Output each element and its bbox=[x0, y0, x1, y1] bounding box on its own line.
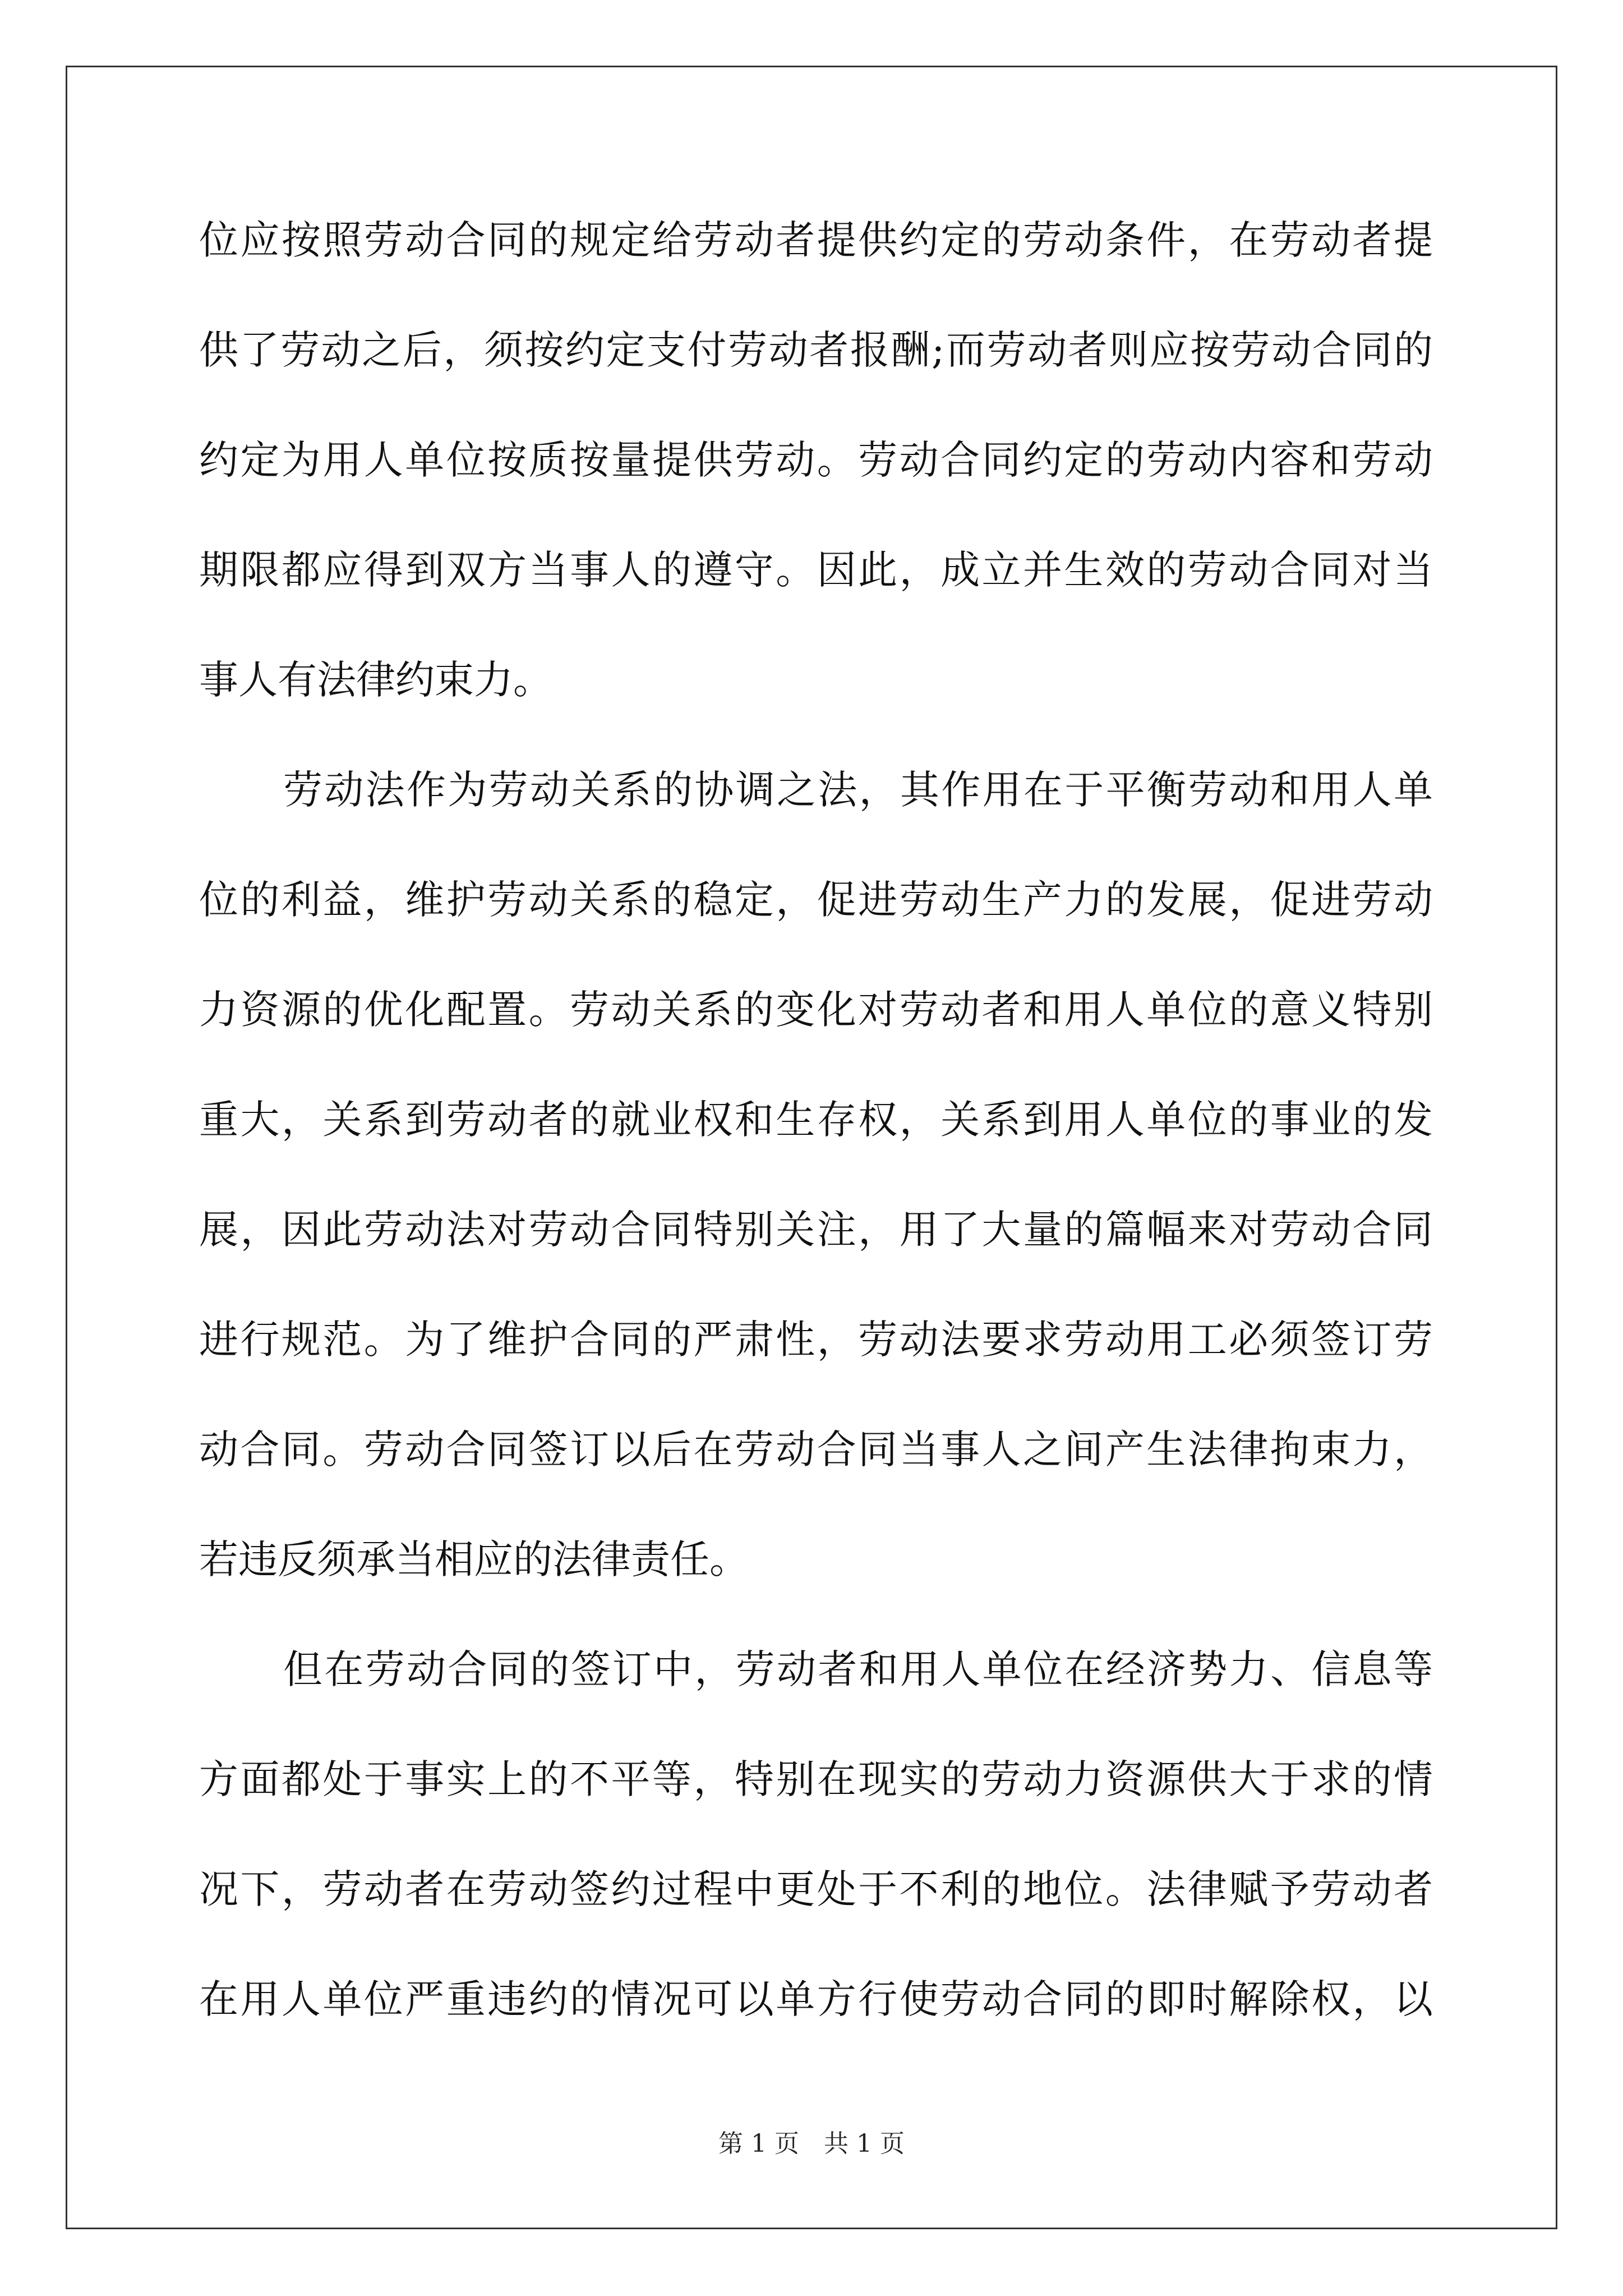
text-line: 方面都处于事实上的不平等，特别在现实的劳动力资源供大于求的情 bbox=[199, 1756, 1433, 1802]
text-line: 供了劳动之后，须按约定支付劳动者报酬;而劳动者则应按劳动合同的 bbox=[199, 327, 1433, 373]
text-line: 但在劳动合同的签订中，劳动者和用人单位在经济势力、信息等 bbox=[283, 1646, 1433, 1692]
text-line: 在用人单位严重违约的情况可以单方行使劳动合同的即时解除权，以 bbox=[199, 1976, 1433, 2022]
paragraph-2 bbox=[199, 735, 1433, 1614]
text-line: 位应按照劳动合同的规定给劳动者提供约定的劳动条件，在劳动者提 bbox=[199, 217, 1433, 263]
text-line: 若违反须承当相应的法律责任。 bbox=[199, 1536, 749, 1582]
text-line: 劳动法作为劳动关系的协调之法，其作用在于平衡劳动和用人单 bbox=[283, 767, 1433, 813]
text-line: 动合同。劳动合同签订以后在劳动合同当事人之间产生法律拘束力， bbox=[199, 1427, 1433, 1473]
page-footer bbox=[0, 2127, 1623, 2161]
text-line: 力资源的优化配置。劳动关系的变化对劳动者和用人单位的意义特别 bbox=[199, 987, 1433, 1033]
text-line: 况下，劳动者在劳动签约过程中更处于不利的地位。法律赋予劳动者 bbox=[199, 1866, 1433, 1912]
page-total: 共 1 页 bbox=[824, 2129, 905, 2158]
text-line: 事人有法律约束力。 bbox=[199, 657, 552, 703]
page-number: 第 1 页 bbox=[718, 2129, 799, 2158]
text-line: 重大，关系到劳动者的就业权和生存权，关系到用人单位的事业的发 bbox=[199, 1097, 1433, 1143]
document-body bbox=[199, 185, 1433, 2054]
text-line: 展，因此劳动法对劳动合同特别关注，用了大量的篇幅来对劳动合同 bbox=[199, 1207, 1433, 1253]
text-line: 进行规范。为了维护合同的严肃性，劳动法要求劳动用工必须签订劳 bbox=[199, 1317, 1433, 1363]
paragraph-1 bbox=[199, 185, 1433, 735]
paragraph-3 bbox=[199, 1614, 1433, 2054]
text-line: 约定为用人单位按质按量提供劳动。劳动合同约定的劳动内容和劳动 bbox=[199, 437, 1433, 483]
text-line: 期限都应得到双方当事人的遵守。因此，成立并生效的劳动合同对当 bbox=[199, 547, 1433, 593]
text-line: 位的利益，维护劳动关系的稳定，促进劳动生产力的发展，促进劳动 bbox=[199, 877, 1433, 923]
